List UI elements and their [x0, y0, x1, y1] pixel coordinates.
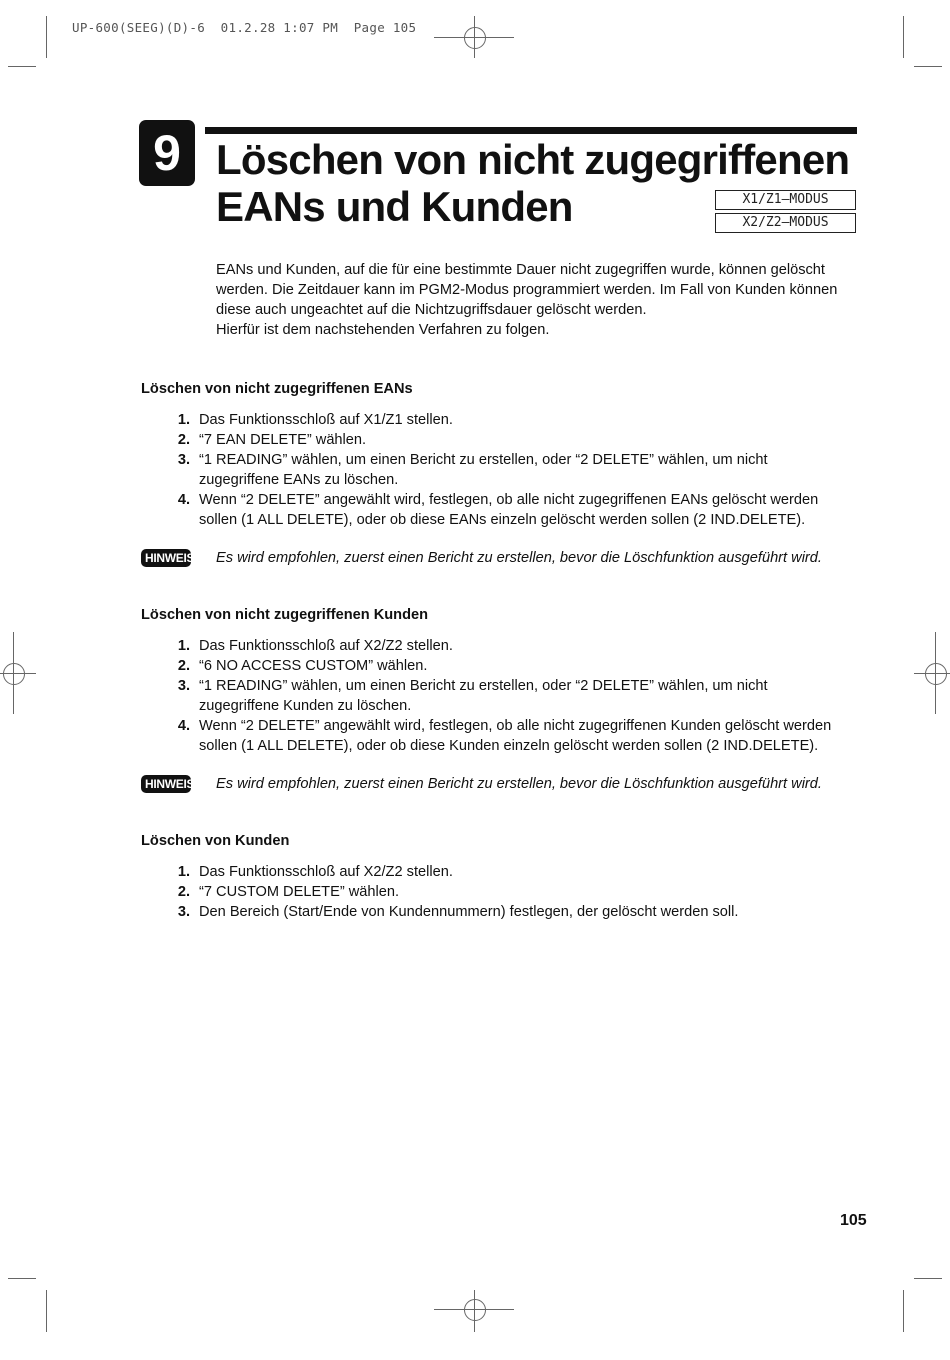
chapter-title-line-1: Löschen von nicht zugegriffenen [216, 136, 850, 183]
intro-paragraph: Hierfür ist dem nachstehenden Verfahren zu folgen. [216, 322, 550, 338]
step-number: 4. [177, 718, 190, 734]
step-number: 3. [177, 678, 190, 694]
list-item [160, 450, 860, 490]
print-header: UP-600(SEEG)(D)-6 01.2.28 1:07 PM Page 105 [72, 20, 417, 35]
step-text: Wenn “2 DELETE” angewählt wird, festlegen, ob alle nicht zugegriffenen EANs gelöscht werden sollen (1 ALL DELETE), oder ob diese EANs einzeln gelöscht werden sollen (2 IND.DELETE). [199, 492, 819, 528]
title-rule [205, 127, 857, 134]
step-number: 2. [177, 658, 190, 674]
note-text: Es wird empfohlen, zuerst einen Bericht zu erstellen, bevor die Löschfunktion ausgeführt wird. [216, 776, 822, 792]
step-text: “7 EAN DELETE” wählen. [199, 432, 367, 448]
steps-list-customers [160, 636, 860, 756]
list-item [160, 430, 860, 450]
note-eans [141, 549, 822, 567]
step-number: 1. [177, 638, 190, 654]
list-item [160, 490, 860, 530]
hinweis-badge: HINWEIS [141, 775, 191, 793]
mode-badge-x1z1: X1/Z1–MODUS [715, 190, 856, 210]
section-heading-eans: Löschen von nicht zugegriffenen EANs [141, 381, 413, 397]
list-item [160, 902, 860, 922]
note-customers [141, 775, 822, 793]
step-text: “1 READING” wählen, um einen Bericht zu erstellen, oder “2 DELETE” wählen, um nicht zugegriffene Kunden zu löschen. [199, 678, 768, 714]
chapter-number-badge: 9 [139, 120, 195, 186]
step-text: Den Bereich (Start/Ende von Kundennummern) festlegen, der gelöscht werden soll. [199, 904, 739, 920]
list-item [160, 410, 860, 430]
step-number: 3. [177, 904, 190, 920]
hinweis-badge: HINWEIS [141, 549, 191, 567]
note-text: Es wird empfohlen, zuerst einen Bericht zu erstellen, bevor die Löschfunktion ausgeführt wird. [216, 550, 822, 566]
step-number: 1. [177, 864, 190, 880]
mode-badge-x2z2: X2/Z2–MODUS [715, 213, 856, 233]
step-text: “1 READING” wählen, um einen Bericht zu erstellen, oder “2 DELETE” wählen, um nicht zugegriffene EANs zu löschen. [199, 452, 768, 488]
step-text: Das Funktionsschloß auf X2/Z2 stellen. [199, 864, 453, 880]
step-number: 2. [177, 432, 190, 448]
intro-text [216, 260, 861, 340]
step-text: Wenn “2 DELETE” angewählt wird, festlegen, ob alle nicht zugegriffenen Kunden gelöscht werden sollen (1 ALL DELETE), oder ob diese Kunden einzeln gelöscht werden sollen (2 IND.DELETE). [199, 718, 832, 754]
step-text: “6 NO ACCESS CUSTOM” wählen. [199, 658, 428, 674]
step-number: 4. [177, 492, 190, 508]
step-text: “7 CUSTOM DELETE” wählen. [199, 884, 400, 900]
chapter-title-line-2: EANs und Kunden [216, 183, 573, 230]
section-heading-delete-customers: Löschen von Kunden [141, 833, 290, 849]
intro-paragraph: EANs und Kunden, auf die für eine bestimmte Dauer nicht zugegriffen wurde, können gelöscht werden. Die Zeitdauer kann im PGM2-Modus programmiert werden. Im Fall von Kunden können diese auch ungeachtet auf die Nichtzugriffsdauer gelöscht werden. [216, 262, 838, 318]
list-item [160, 656, 860, 676]
step-text: Das Funktionsschloß auf X1/Z1 stellen. [199, 412, 453, 428]
step-text: Das Funktionsschloß auf X2/Z2 stellen. [199, 638, 453, 654]
steps-list-delete-customers [160, 862, 860, 922]
section-heading-customers: Löschen von nicht zugegriffenen Kunden [141, 607, 429, 623]
list-item [160, 862, 860, 882]
step-number: 3. [177, 452, 190, 468]
page-number: 105 [840, 1212, 867, 1229]
list-item [160, 676, 860, 716]
list-item [160, 636, 860, 656]
list-item [160, 882, 860, 902]
list-item [160, 716, 860, 756]
step-number: 1. [177, 412, 190, 428]
steps-list-eans [160, 410, 860, 530]
step-number: 2. [177, 884, 190, 900]
